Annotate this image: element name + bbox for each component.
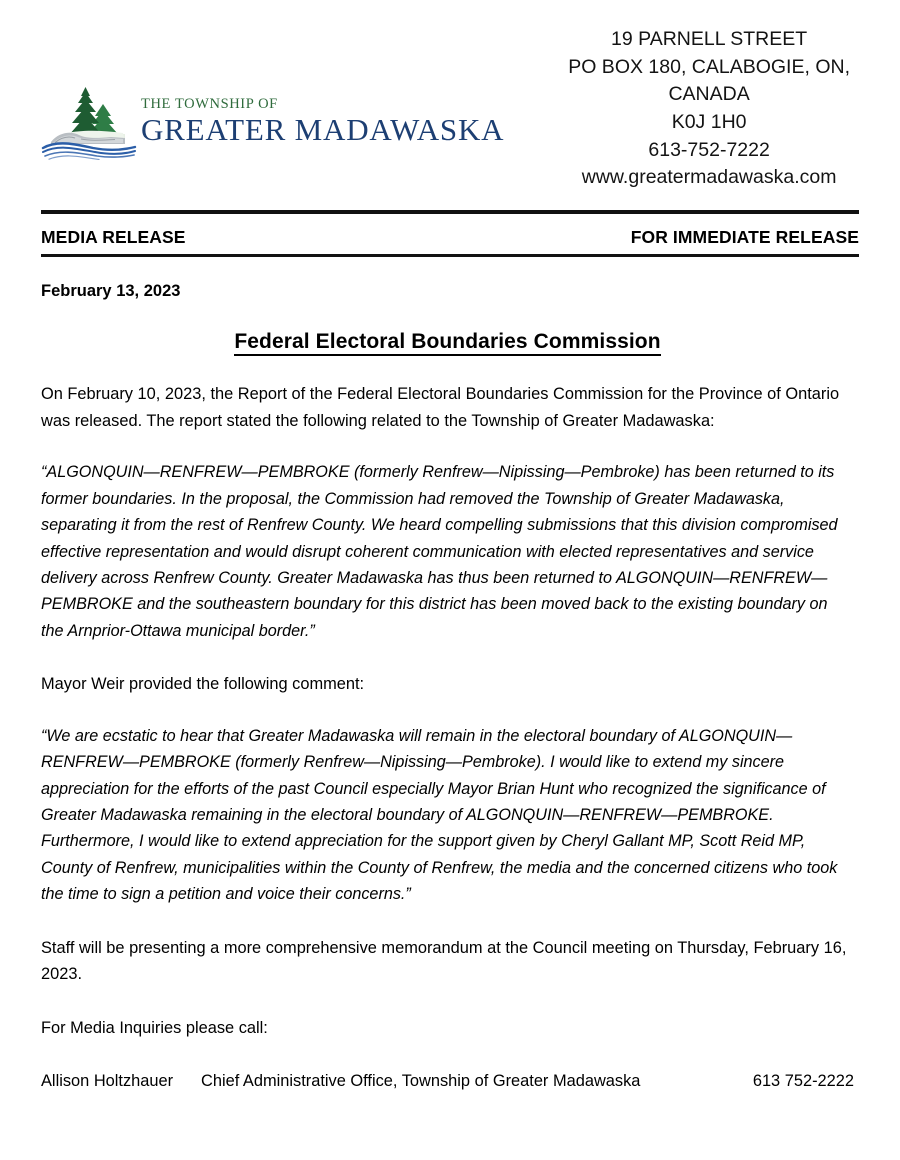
report-quote-paragraph: “ALGONQUIN—RENFREW—PEMBROKE (formerly Renfrew—Nipissing—Pembroke) has been returned to its former boundaries. In the proposal, the Commission had removed the Township of Greater Madawaska, separating it from the rest of Renfrew County. We heard compelling submissions that this division compromised effective representation and would disrupt coherent communication with elected representatives and service delivery across Renfrew County. Greater Madawaska has thus been returned to ALGONQUIN—RENFREW—PEMBROKE and the southeastern boundary for this district has been moved back to the existing boundary on the Arnprior-Ottawa municipal border.” [41, 463, 838, 640]
contact-name: Allison Holtzhauer [41, 1072, 174, 1091]
dateline: February 13, 2023 [41, 282, 181, 301]
logo-wordmark [141, 97, 504, 145]
letterhead [0, 0, 900, 192]
address-country: CANADA [668, 83, 750, 106]
for-immediate-release-label: FOR IMMEDIATE RELEASE [630, 227, 859, 248]
media-release-label: MEDIA RELEASE [41, 227, 186, 248]
mayor-lead-paragraph: Mayor Weir provided the following comment: [41, 675, 365, 694]
township-logo [41, 24, 568, 160]
address-block [568, 24, 854, 192]
contact-title: Chief Administrative Office, Township of Greater Madawaska [201, 1072, 641, 1091]
staff-note-paragraph: Staff will be presenting a more comprehensive memorandum at the Council meeting on Thursday, February 16, 2023. [41, 938, 847, 984]
address-street: 19 PARNELL STREET [611, 28, 808, 50]
pine-tree-rock-water-logo-icon [41, 82, 137, 160]
address-po-box: PO BOX 180, CALABOGIE, ON, [568, 55, 850, 78]
release-bar [41, 218, 859, 257]
logo-tagline: THE TOWNSHIP OF [141, 96, 278, 113]
address-postal-code: K0J 1H0 [671, 111, 747, 134]
header-divider-top [41, 210, 859, 218]
document-body [0, 282, 900, 1094]
intro-paragraph: On February 10, 2023, the Report of the Federal Electoral Boundaries Commission for the Province of Ontario was released. The report stated the following related to the Township of Greater Madawaska: [41, 385, 840, 430]
contact-phone: 613 752-2222 [752, 1072, 854, 1091]
address-phone: 613-752-7222 [648, 138, 770, 161]
mayor-quote-paragraph: “We are ecstatic to hear that Greater Madawaska will remain in the electoral boundary of ALGONQUIN—RENFREW—PEMBROKE (formerly Renfrew—Nipissing—Pembroke). I would like to extend my sincere appreciation for the efforts of the past Council especially Mayor Brian Hunt who recognized the significance of Greater Madawaska remaining in the electoral boundary of ALGONQUIN—RENFREW—PEMBROKE. Furthermore, I would like to extend appreciation for the support given by Cheryl Gallant MP, Scott Reid MP, County of Renfrew, municipalities within the County of Renfrew, the media and the concerned citizens who took the time to sign a petition and voice their concerns.” [41, 726, 838, 904]
page-title [41, 330, 854, 354]
page-title-text: Federal Electoral Boundaries Commission [234, 330, 660, 356]
contact-row [41, 1068, 854, 1094]
logo-township-name: GREATER MADAWASKA [141, 111, 505, 147]
address-website[interactable]: www.greatermadawaska.com [581, 166, 837, 189]
media-inquiries-lead: For Media Inquiries please call: [41, 1018, 268, 1037]
